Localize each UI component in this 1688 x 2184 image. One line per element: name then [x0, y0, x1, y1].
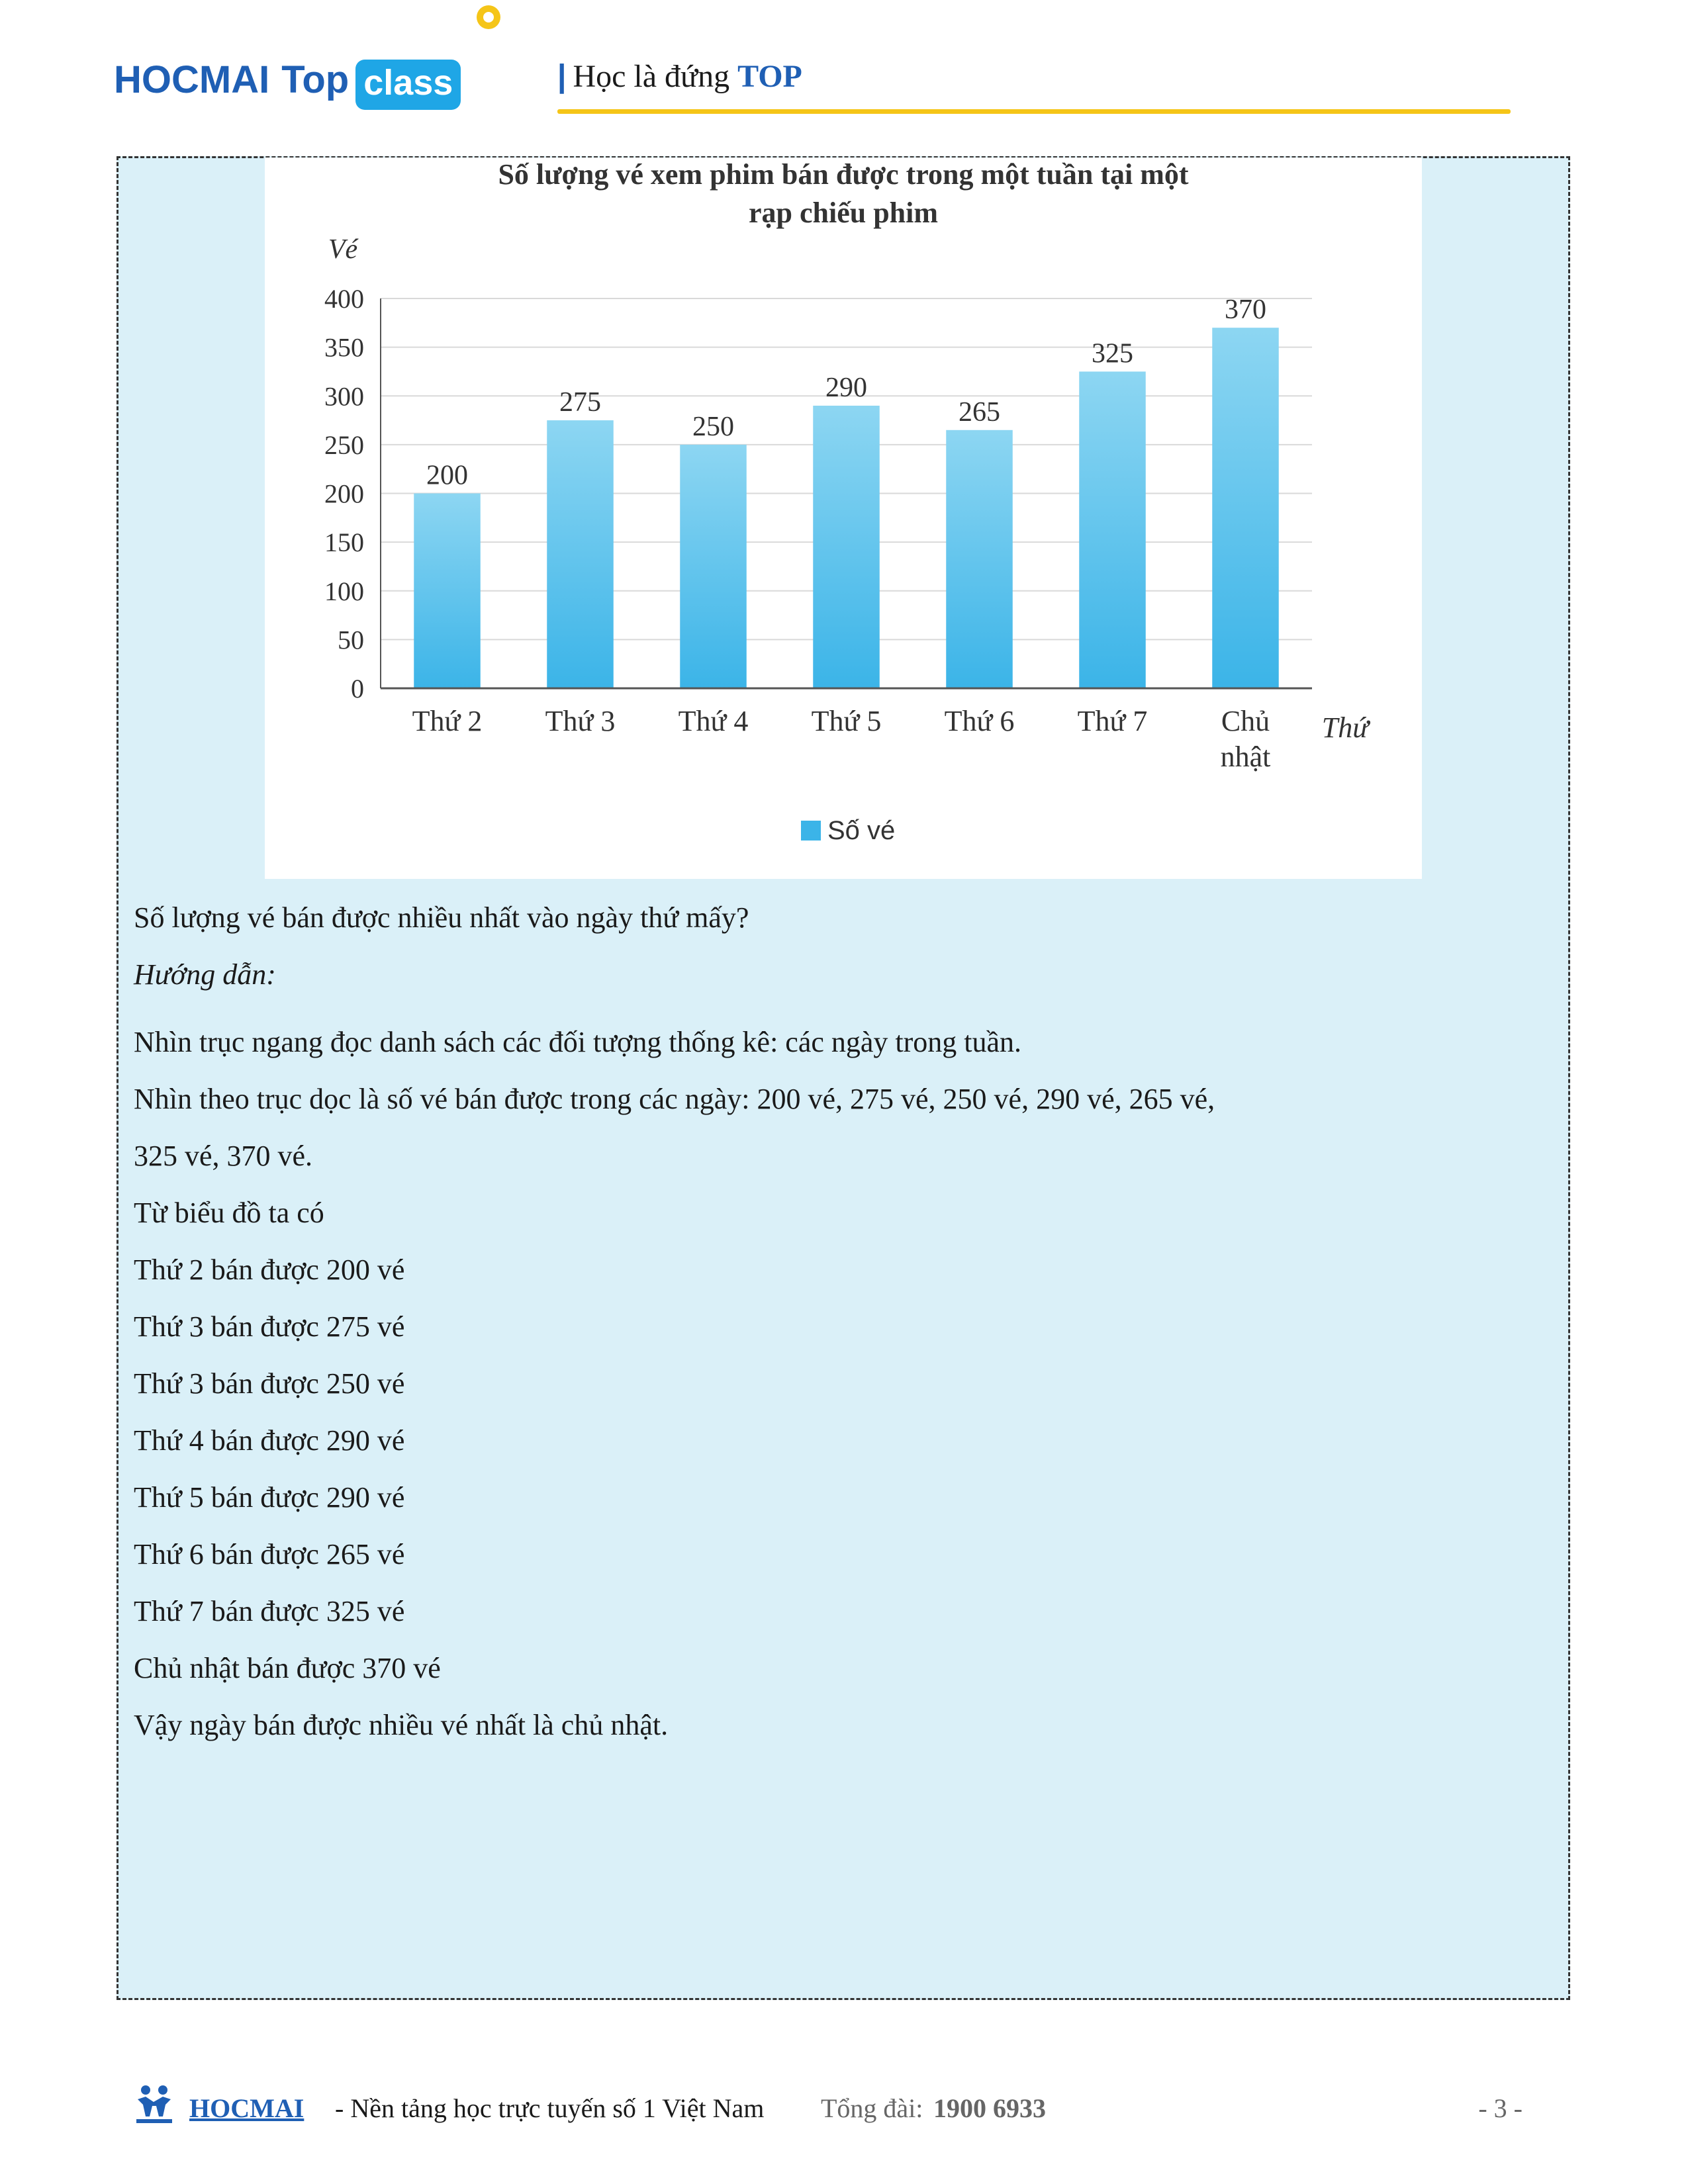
logo-hocmai-text: HOCMAI — [114, 58, 270, 101]
y-tick-label: 100 — [324, 576, 364, 606]
y-tick-label: 0 — [351, 674, 364, 704]
y-axis-label: Vé — [328, 234, 358, 265]
bar-value-label: 250 — [692, 411, 734, 442]
y-tick-label: 400 — [324, 284, 364, 314]
bar-chart-panel — [265, 158, 1422, 879]
bar-value-label: 370 — [1225, 295, 1266, 326]
solution-line: Thứ 4 bán được 290 vé — [134, 1424, 405, 1457]
x-tick-label: Thứ 3 — [545, 705, 616, 737]
header-slogan — [557, 58, 802, 95]
x-tick-label: nhật — [1220, 741, 1271, 773]
solution-line: 325 vé, 370 vé. — [134, 1140, 313, 1172]
x-tick-label: Thứ 4 — [678, 705, 749, 737]
bar — [414, 494, 481, 689]
slogan-highlight: TOP — [737, 59, 802, 94]
logo-class-text: class — [355, 60, 461, 110]
logo-top-text: Top — [281, 58, 350, 101]
footer-phone-label: Tổng đài: — [821, 2093, 923, 2123]
slogan-prefix: Học là đứng — [573, 59, 730, 94]
slogan-divider: | — [557, 59, 567, 94]
footer-phone: 1900 6933 — [933, 2093, 1046, 2123]
x-tick-label: Thứ 2 — [412, 705, 483, 737]
x-tick-label: Thứ 6 — [944, 705, 1015, 737]
bar-value-label: 265 — [959, 396, 1000, 428]
star-icon — [474, 3, 503, 32]
hocmai-topclass-logo — [114, 46, 461, 113]
y-axis-ticks — [324, 284, 364, 704]
bar — [547, 420, 614, 688]
footer-description: - Nền tảng học trực tuyến số 1 Việt Nam — [335, 2093, 765, 2123]
solution-line: Thứ 7 bán được 325 vé — [134, 1595, 405, 1627]
bar — [1212, 328, 1279, 688]
solution-line: Nhìn theo trục dọc là số vé bán được trong các ngày: 200 vé, 275 vé, 250 vé, 290 vé, 265 vé, — [134, 1083, 1215, 1115]
y-tick-label: 350 — [324, 332, 364, 363]
header-divider — [557, 109, 1511, 114]
hocmai-people-icon — [132, 2082, 176, 2126]
bar — [680, 445, 747, 688]
bar-chart — [265, 158, 1422, 879]
bar-value-label: 200 — [426, 460, 468, 491]
bar-value-label: 275 — [559, 387, 601, 418]
solution-block — [134, 1014, 1537, 1754]
x-axis-label: Thứ — [1321, 711, 1369, 744]
question-text: Số lượng vé bán được nhiều nhất vào ngày thứ mấy? — [134, 901, 749, 934]
guide-label: Hướng dẫn: — [134, 958, 276, 991]
y-tick-label: 200 — [324, 478, 364, 509]
bar-value-label: 325 — [1092, 338, 1133, 369]
solution-line: Từ biểu đồ ta có — [134, 1197, 324, 1229]
legend-label: Số vé — [827, 816, 896, 845]
solution-line: Thứ 5 bán được 290 vé — [134, 1481, 405, 1514]
chart-title-line2: rạp chiếu phim — [748, 197, 939, 229]
solution-line: Thứ 6 bán được 265 vé — [134, 1538, 405, 1570]
x-tick-label: Thứ 7 — [1077, 705, 1148, 737]
page-number: - 3 - — [1478, 2093, 1523, 2123]
y-tick-label: 250 — [324, 430, 364, 460]
footer-brand-link[interactable]: HOCMAI — [189, 2093, 305, 2123]
page-footer — [132, 2083, 1523, 2136]
y-tick-label: 50 — [338, 625, 364, 655]
x-tick-label: Chủ — [1221, 705, 1270, 737]
solution-line: Thứ 3 bán được 250 vé — [134, 1367, 405, 1400]
x-tick-label: Thứ 5 — [811, 705, 882, 737]
solution-line: Vậy ngày bán được nhiều vé nhất là chủ nhật. — [134, 1709, 669, 1741]
bar — [946, 430, 1013, 688]
question-block — [134, 889, 1537, 1003]
solution-line: Chủ nhật bán được 370 vé — [134, 1652, 441, 1684]
bar — [1079, 371, 1146, 688]
legend-swatch — [801, 821, 821, 841]
y-tick-label: 150 — [324, 527, 364, 558]
chart-legend — [801, 816, 895, 845]
solution-line: Nhìn trục ngang đọc danh sách các đối tượng thống kê: các ngày trong tuần. — [134, 1026, 1022, 1058]
bar-value-label: 290 — [825, 372, 867, 403]
bar — [813, 406, 880, 688]
chart-title-line1: Số lượng vé xem phim bán được trong một tuần tại một — [498, 158, 1189, 191]
solution-line: Thứ 2 bán được 200 vé — [134, 1253, 405, 1286]
solution-line: Thứ 3 bán được 275 vé — [134, 1310, 405, 1343]
x-axis-ticks — [412, 705, 1271, 773]
y-tick-label: 300 — [324, 381, 364, 412]
